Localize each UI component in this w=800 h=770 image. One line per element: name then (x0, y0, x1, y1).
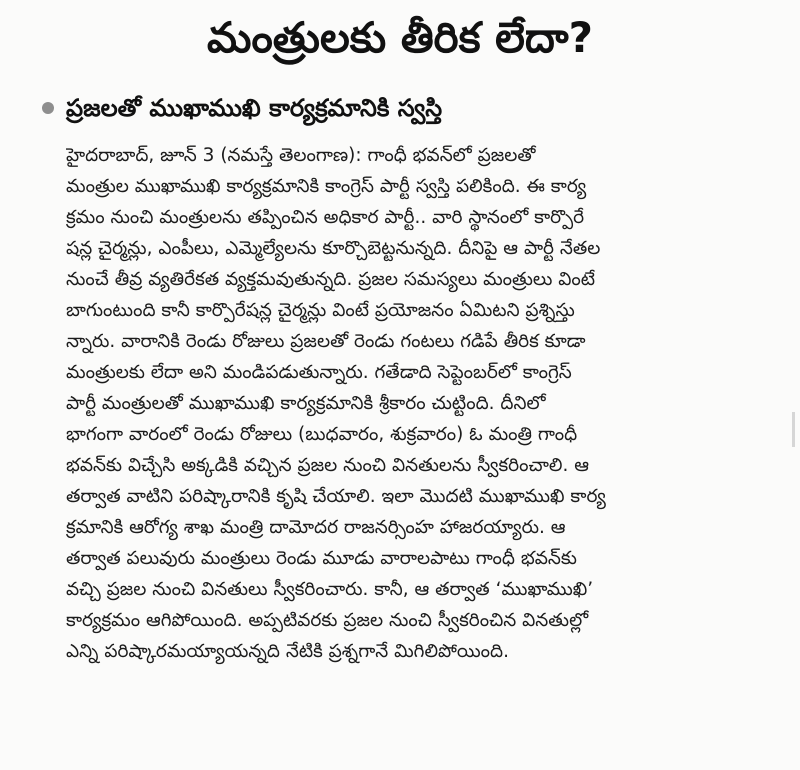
headline: మంత్రులకు తీరిక లేదా? (207, 13, 593, 62)
article-line: మంత్రుల ముఖాముఖి కార్యక్రమానికి కాంగ్రెస్ పార్టీ స్వస్తి పలికింది. ఈ కార్య (66, 176, 587, 197)
article-body (66, 140, 766, 760)
article-line: క్రమానికి ఆరోగ్య శాఖ మంత్రి దామోదర రాజనర్సింహ హాజరయ్యారు. ఆ (66, 517, 566, 538)
article-line: నుంచే తీవ్ర వ్యతిరేకత వ్యక్తమవుతున్నది. ప్రజల సమస్యలు మంత్రులు వింటే (66, 269, 596, 290)
article-line: కార్యక్రమం ఆగిపోయింది. అప్పటివరకు ప్రజల నుంచి స్వీకరించిన వినతుల్లో (66, 610, 589, 631)
article-line: భాగంగా వారంలో రెండు రోజులు (బుధవారం, శుక్రవారం) ఓ మంత్రి గాంధీ (66, 424, 578, 445)
article-line: క్రమం నుంచి మంత్రులను తప్పించిన అధికార పార్టీ.. వారి స్థానంలో కార్పొరే (66, 207, 585, 228)
article-line: న్నారు. వారానికి రెండు రోజులు ప్రజలతో రెండు గంటలు గడిపే తీరిక కూడా (66, 331, 586, 352)
subheadline: ప్రజలతో ముఖాముఖి కార్యక్రమానికి స్వస్తి (66, 94, 443, 122)
subheadline-row (42, 88, 442, 128)
article-line: బాగుంటుంది కానీ కార్పొరేషన్ల చైర్మన్లు వింటే ప్రయోజనం ఏమిటని ప్రశ్నిస్తు (66, 300, 575, 321)
column-edge-mark (792, 412, 795, 447)
article-line: వచ్చి ప్రజల నుంచి వినతులు స్వీకరించారు. కానీ, ఆ తర్వాత ‘ముఖాముఖి’ (66, 579, 594, 600)
article-line: తర్వాత వాటిని పరిష్కారానికి కృషి చేయాలి. ఇలా మొదటి ముఖాముఖి కార్య (66, 486, 606, 507)
bullet-icon (42, 102, 54, 114)
article-line: తర్వాత పలువురు మంత్రులు రెండు మూడు వారాలపాటు గాంధీ భవన్‌కు (66, 548, 577, 569)
article-line: హైదరాబాద్, జూన్ 3 (నమస్తే తెలంగాణ): గాంధీ భవన్‌లో ప్రజలతో (66, 145, 536, 166)
article-line: భవన్‌కు విచ్చేసి అక్కడికి వచ్చిన ప్రజల నుంచి వినతులను స్వీకరించాలి. ఆ (66, 455, 590, 476)
article-line: పార్టీ మంత్రులతో ముఖాముఖి కార్యక్రమానికి శ్రీకారం చుట్టింది. దీనిలో (66, 393, 546, 414)
article-line: ఎన్ని పరిష్కారమయ్యాయన్నది నేటికి ప్రశ్నగానే మిగిలిపోయింది. (66, 641, 509, 662)
article-line: షన్ల చైర్మన్లు, ఎంపీలు, ఎమ్మెల్యేలను కూర్చొబెట్టనున్నది. దీనిపై ఆ పార్టీ నేతల (66, 238, 601, 259)
article-line: మంత్రులకు లేదా అని మండిపడుతున్నారు. గతేడాది సెప్టెంబర్‌లో కాంగ్రెస్ (66, 362, 572, 383)
